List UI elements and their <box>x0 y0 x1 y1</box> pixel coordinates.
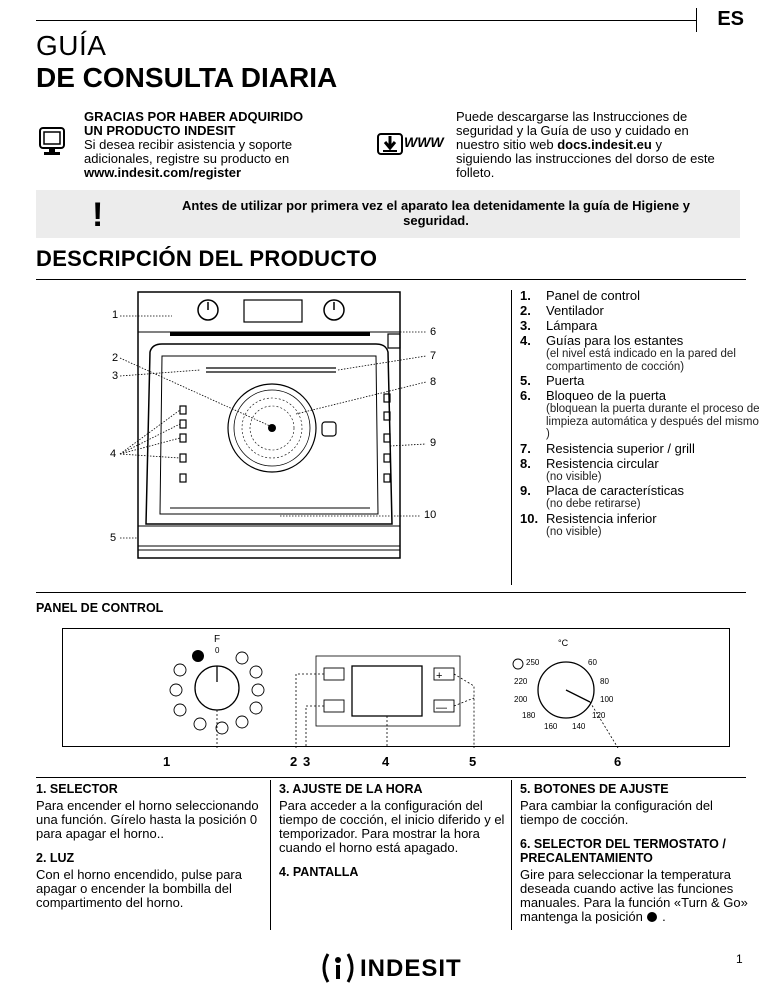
function-icon <box>216 722 228 734</box>
cp-number-6: 6 <box>614 754 622 769</box>
list-item: 4. Guías para los estantes (el nivel está indicado en la pared del compartimento de cocción) <box>520 333 736 373</box>
function-icon <box>174 664 186 676</box>
temp-140: 140 <box>572 722 586 731</box>
desc-5-title: 5. BOTONES DE AJUSTE <box>520 782 669 796</box>
language-code: ES <box>717 8 744 30</box>
list-item: 6. Bloqueo de la puerta (bloquean la puerta durante el proceso de limpieza automática y después del mismo ) <box>520 388 760 440</box>
desc-col-2 <box>279 782 511 882</box>
desc-divider-2 <box>511 780 512 930</box>
function-icon <box>250 702 262 714</box>
page-number: 1 <box>736 952 743 966</box>
intro-left-bold: GRACIAS POR HABER ADQUIRIDO UN PRODUCTO INDESIT <box>84 109 304 138</box>
product-parts-list <box>520 288 760 538</box>
desc-6-end: . <box>662 909 666 924</box>
list-item: 9. Placa de características (no debe retirarse) <box>520 483 685 510</box>
list-item: 10. Resistencia inferior (no visible) <box>520 510 657 538</box>
indesit-logo-icon <box>318 950 358 986</box>
desc-6-title: 6. SELECTOR DEL TERMOSTATO / PRECALENTAMIENTO <box>520 837 726 865</box>
oven-door-lock <box>388 334 400 348</box>
list-divider <box>511 290 512 585</box>
callout-2: 2 <box>112 352 119 364</box>
temp-120: 120 <box>592 711 606 720</box>
desc-1-title: 1. SELECTOR <box>36 782 118 796</box>
control-panel-rule <box>36 592 746 593</box>
callout-10: 10 <box>424 509 437 521</box>
product-rule <box>36 279 746 280</box>
clock-button[interactable] <box>324 700 344 712</box>
function-icon <box>236 652 248 664</box>
warning-text: Antes de utilizar por primera vez el aparato lea detenidamente la guía de Higiene y seguridad. <box>182 198 690 228</box>
intro-left-text: Si desea recibir asistencia y soporte adicionales, registre su producto en <box>84 137 293 166</box>
exclamation-icon: ! <box>92 196 104 234</box>
thermo-unit: °C <box>558 638 569 648</box>
list-item: 3. Lámpara <box>520 318 598 333</box>
list-item: 7. Resistencia superior / grill <box>520 440 695 456</box>
temp-220: 220 <box>514 677 528 686</box>
function-icon <box>252 684 264 696</box>
computer-icon <box>38 126 66 158</box>
lang-tick <box>696 8 697 32</box>
desc-divider-1 <box>270 780 271 930</box>
www-label: WWW <box>404 134 444 150</box>
temp-180: 180 <box>522 711 536 720</box>
selector-zero: 0 <box>215 646 220 655</box>
register-link[interactable]: www.indesit.com/register <box>84 165 242 180</box>
desc-col-3 <box>520 782 748 934</box>
intro-right-text1: Puede descargarse las Instrucciones de seguridad y la Guía de uso y cuidado en nuestro sitio web <box>456 109 689 152</box>
cp-number-2: 2 <box>290 754 298 769</box>
page-title: GUÍA <box>36 30 107 61</box>
callout-3: 3 <box>112 370 119 382</box>
brand-logo: INDESIT <box>360 955 462 982</box>
temp-250: 250 <box>526 658 540 667</box>
temp-160: 160 <box>544 722 558 731</box>
function-icon <box>194 718 206 730</box>
display-screen <box>352 666 422 716</box>
power-icon <box>192 650 204 662</box>
desc-1-text: Para encender el horno seleccionando una función. Gírelo hasta la posición 0 para apagar el horno.. <box>36 798 259 841</box>
temp-100: 100 <box>600 695 614 704</box>
desc-6-text: Gire para seleccionar la temperatura deseada cuando active las funciones manuales. Para la función «Turn & Go» mantenga la posición <box>520 867 748 924</box>
page-subtitle: DE CONSULTA DIARIA <box>36 62 338 93</box>
desc-4-title: 4. PANTALLA <box>279 865 359 879</box>
cp-number-3: 3 <box>303 754 311 769</box>
control-panel-heading: PANEL DE CONTROL <box>36 601 164 615</box>
product-heading: DESCRIPCIÓN DEL PRODUCTO <box>36 246 378 271</box>
turn-and-go-icon <box>646 911 658 923</box>
warning-box <box>36 190 740 238</box>
header-rule <box>36 20 696 21</box>
download-icon <box>376 132 404 156</box>
intro-right-text2: y siguiendo las instrucciones del dorso de este folleto. <box>456 137 715 180</box>
function-icon <box>236 716 248 728</box>
intro-right <box>456 110 716 180</box>
function-icon <box>174 704 186 716</box>
callout-7: 7 <box>430 350 437 362</box>
desc-3-title: 3. AJUSTE DE LA HORA <box>279 782 423 796</box>
minus-label: — <box>436 702 447 714</box>
list-item: 5. Puerta <box>520 373 585 388</box>
temp-200: 200 <box>514 695 528 704</box>
oven-lamp <box>322 422 336 436</box>
oven-display <box>244 300 302 322</box>
callout-9: 9 <box>430 437 437 449</box>
function-icon <box>250 666 262 678</box>
temp-60: 60 <box>588 658 597 667</box>
oven-diagram <box>100 286 446 562</box>
cp-number-5: 5 <box>469 754 477 769</box>
desc-3-text: Para acceder a la configuración del tiempo de cocción, el inicio diferido y el temporizador. Para mostrar la hora cuando el horno está apagado. <box>279 798 505 855</box>
function-icon <box>170 684 182 696</box>
desc-2-text: Con el horno encendido, pulse para apagar o encender la bombilla del compartimento del horno. <box>36 867 242 910</box>
desc-col-1 <box>36 782 268 920</box>
list-item: 2. Ventilador <box>520 303 604 318</box>
list-item: 1. Panel de control <box>520 288 640 303</box>
control-panel-diagram <box>62 628 730 748</box>
cp-number-1: 1 <box>163 754 171 769</box>
cp-number-4: 4 <box>382 754 390 769</box>
callout-4: 4 <box>110 448 117 460</box>
callout-1: 1 <box>112 309 119 321</box>
callout-8: 8 <box>430 376 437 388</box>
desc-2-title: 2. LUZ <box>36 851 75 865</box>
off-icon <box>513 659 523 669</box>
intro-left <box>84 110 324 180</box>
descriptions-rule <box>36 777 746 778</box>
selector-mark: F <box>214 634 221 645</box>
temp-80: 80 <box>600 677 609 686</box>
light-button[interactable] <box>324 668 344 680</box>
desc-5-text: Para cambiar la configuración del tiempo de cocción. <box>520 798 713 827</box>
callout-6: 6 <box>430 326 437 338</box>
docs-link[interactable]: docs.indesit.eu <box>557 137 652 152</box>
plus-label: + <box>436 670 443 682</box>
list-item: 8. Resistencia circular (no visible) <box>520 455 659 483</box>
callout-5: 5 <box>110 532 117 544</box>
